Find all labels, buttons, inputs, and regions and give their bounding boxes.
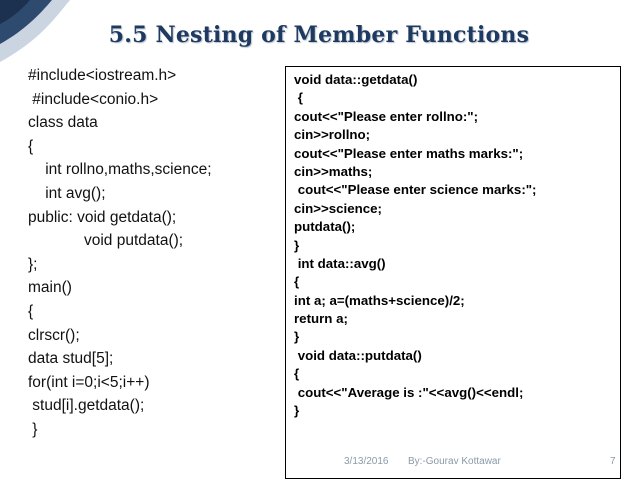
code-line: void data::putdata() [294, 347, 422, 363]
code-line: { [294, 90, 303, 106]
code-line: cin>>rollno; [294, 127, 371, 143]
code-line: } [294, 403, 300, 419]
code-line: { [28, 137, 34, 155]
code-line: void putdata(); [28, 232, 184, 250]
code-line: } [294, 329, 300, 345]
code-line: } [28, 420, 38, 438]
member-functions-code-box [285, 66, 621, 479]
footer-author: By:-Gourav Kottawar [408, 456, 501, 467]
code-line: for(int i=0;i<5;i++) [28, 373, 150, 391]
code-line: cout<<"Average is :"<<avg()<<endl; [294, 384, 524, 400]
code-line: cin>>science; [294, 200, 382, 216]
footer-page-number: 7 [610, 456, 616, 467]
code-line: }; [28, 255, 38, 273]
code-line: class data [28, 114, 98, 132]
code-line: int data::avg() [294, 255, 386, 271]
main-code-block [28, 64, 288, 442]
code-line: int avg(); [28, 184, 106, 202]
code-line: { [28, 302, 34, 320]
code-line: return a; [294, 311, 348, 327]
code-line: stud[i].getdata(); [28, 397, 145, 415]
code-line: cin>>maths; [294, 163, 373, 179]
code-line: clrscr(); [28, 326, 80, 344]
code-line: int a; a=(maths+science)/2; [294, 292, 465, 308]
code-line: int rollno,maths,science; [28, 161, 212, 179]
code-line: public: void getdata(); [28, 208, 177, 226]
code-line: { [294, 366, 300, 382]
footer-date: 3/13/2016 [344, 456, 389, 467]
code-line: main() [28, 279, 72, 297]
code-line: void data::getdata() [294, 72, 418, 87]
code-line: cout<<"Please enter maths marks:"; [294, 145, 524, 161]
code-line: data stud[5]; [28, 350, 114, 368]
code-line: #include<iostream.h> [28, 67, 177, 84]
code-line: putdata(); [294, 219, 356, 235]
code-line: { [294, 274, 300, 290]
code-line: } [294, 237, 300, 253]
code-line: cout<<"Please enter rollno:"; [294, 108, 479, 124]
slide-title: 5.5 Nesting of Member Functions [108, 22, 530, 48]
code-line: #include<conio.h> [28, 90, 159, 108]
code-line: cout<<"Please enter science marks:"; [294, 182, 537, 198]
